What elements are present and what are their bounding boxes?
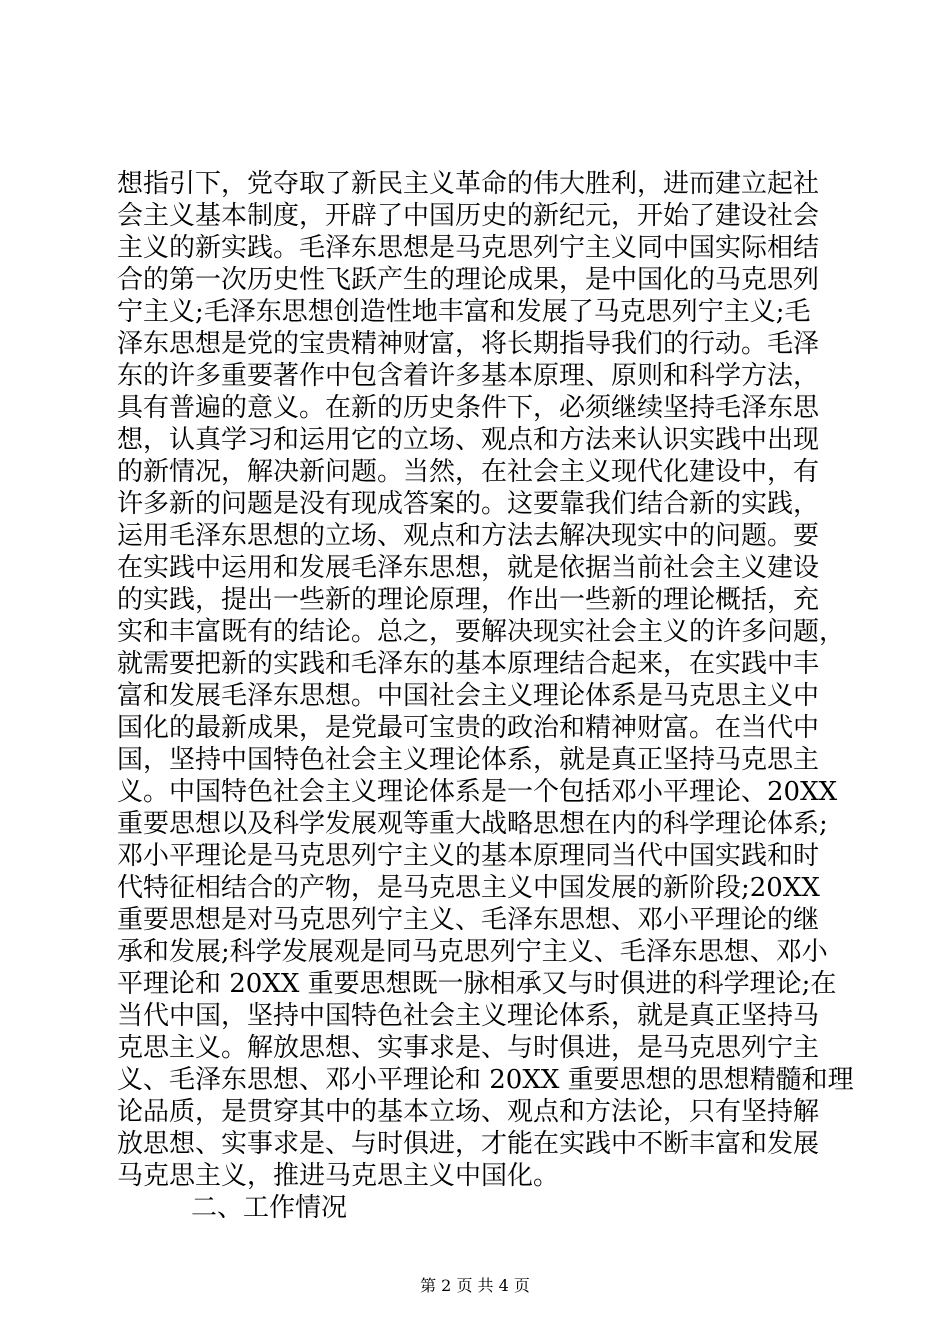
- page-number-footer: 第 2 页 共 4 页: [420, 1276, 530, 1295]
- text-line: 许多新的问题是没有现成答案的。这要靠我们结合新的实践，: [117, 489, 820, 519]
- text-line: 的实践，提出一些新的理论原理，作出一些新的理论概括，充: [117, 585, 820, 615]
- text-line: 实和丰富既有的结论。总之，要解决现实社会主义的许多问题，: [117, 617, 846, 647]
- text-line: 富和发展毛泽东思想。中国社会主义理论体系是马克思主义中: [117, 681, 820, 711]
- text-line: 国，坚持中国特色社会主义理论体系，就是真正坚持马克思主: [117, 745, 820, 775]
- document-body: [117, 168, 854, 1224]
- text-line: 在实践中运用和发展毛泽东思想，就是依据当前社会主义建设: [117, 553, 820, 583]
- text-line: 想指引下，党夺取了新民主义革命的伟大胜利，进而建立起社: [117, 169, 820, 199]
- text-line: 的新情况，解决新问题。当然，在社会主义现代化建设中，有: [117, 457, 820, 487]
- text-line: 运用毛泽东思想的立场、观点和方法去解决现实中的问题。要: [117, 521, 820, 551]
- text-line: 重要思想是对马克思列宁主义、毛泽东思想、邓小平理论的继: [117, 905, 820, 935]
- text-line: 就需要把新的实践和毛泽东的基本原理结合起来，在实践中丰: [117, 649, 820, 679]
- text-line: 义、毛泽东思想、邓小平理论和 20XX 重要思想的思想精髓和理: [117, 1065, 854, 1095]
- text-line: 当代中国，坚持中国特色社会主义理论体系，就是真正坚持马: [117, 1001, 820, 1031]
- text-line: 想，认真学习和运用它的立场、观点和方法来认识实践中出现: [117, 425, 820, 455]
- text-line: 重要思想以及科学发展观等重大战略思想在内的科学理论体系;: [117, 809, 828, 839]
- text-line: 宁主义;毛泽东思想创造性地丰富和发展了马克思列宁主义;毛: [117, 297, 811, 327]
- text-line: 克思主义。解放思想、实事求是、与时俱进，是马克思列宁主: [117, 1033, 820, 1063]
- text-line: 马克思主义，推进马克思主义中国化。: [117, 1161, 560, 1191]
- text-line: 泽东思想是党的宝贵精神财富，将长期指导我们的行动。毛泽: [117, 329, 820, 359]
- text-line: 承和发展;科学发展观是同马克思列宁主义、毛泽东思想、邓小: [117, 937, 828, 967]
- text-line: 国化的最新成果，是党最可宝贵的政治和精神财富。在当代中: [117, 713, 820, 743]
- text-line: 代特征相结合的产物，是马克思主义中国发展的新阶段;20XX: [117, 873, 820, 903]
- text-line: 邓小平理论是马克思列宁主义的基本原理同当代中国实践和时: [117, 841, 820, 871]
- text-line: 东的许多重要著作中包含着许多基本原理、原则和科学方法，: [117, 361, 820, 391]
- text-line: 论品质，是贯穿其中的基本立场、观点和方法论，只有坚持解: [117, 1097, 820, 1127]
- text-line: 合的第一次历史性飞跃产生的理论成果，是中国化的马克思列: [117, 265, 820, 295]
- section-heading: 二、工作情况: [191, 1193, 348, 1223]
- text-line: 会主义基本制度，开辟了中国历史的新纪元，开始了建设社会: [117, 201, 820, 231]
- text-line: 平理论和 20XX 重要思想既一脉相承又与时俱进的科学理论;在: [117, 969, 837, 999]
- text-line: 义。中国特色社会主义理论体系是一个包括邓小平理论、20XX: [117, 777, 838, 807]
- text-line: 具有普遍的意义。在新的历史条件下，必须继续坚持毛泽东思: [117, 393, 820, 423]
- text-line: 主义的新实践。毛泽东思想是马克思列宁主义同中国实际相结: [117, 233, 820, 263]
- text-line: 放思想、实事求是、与时俱进，才能在实践中不断丰富和发展: [117, 1129, 820, 1159]
